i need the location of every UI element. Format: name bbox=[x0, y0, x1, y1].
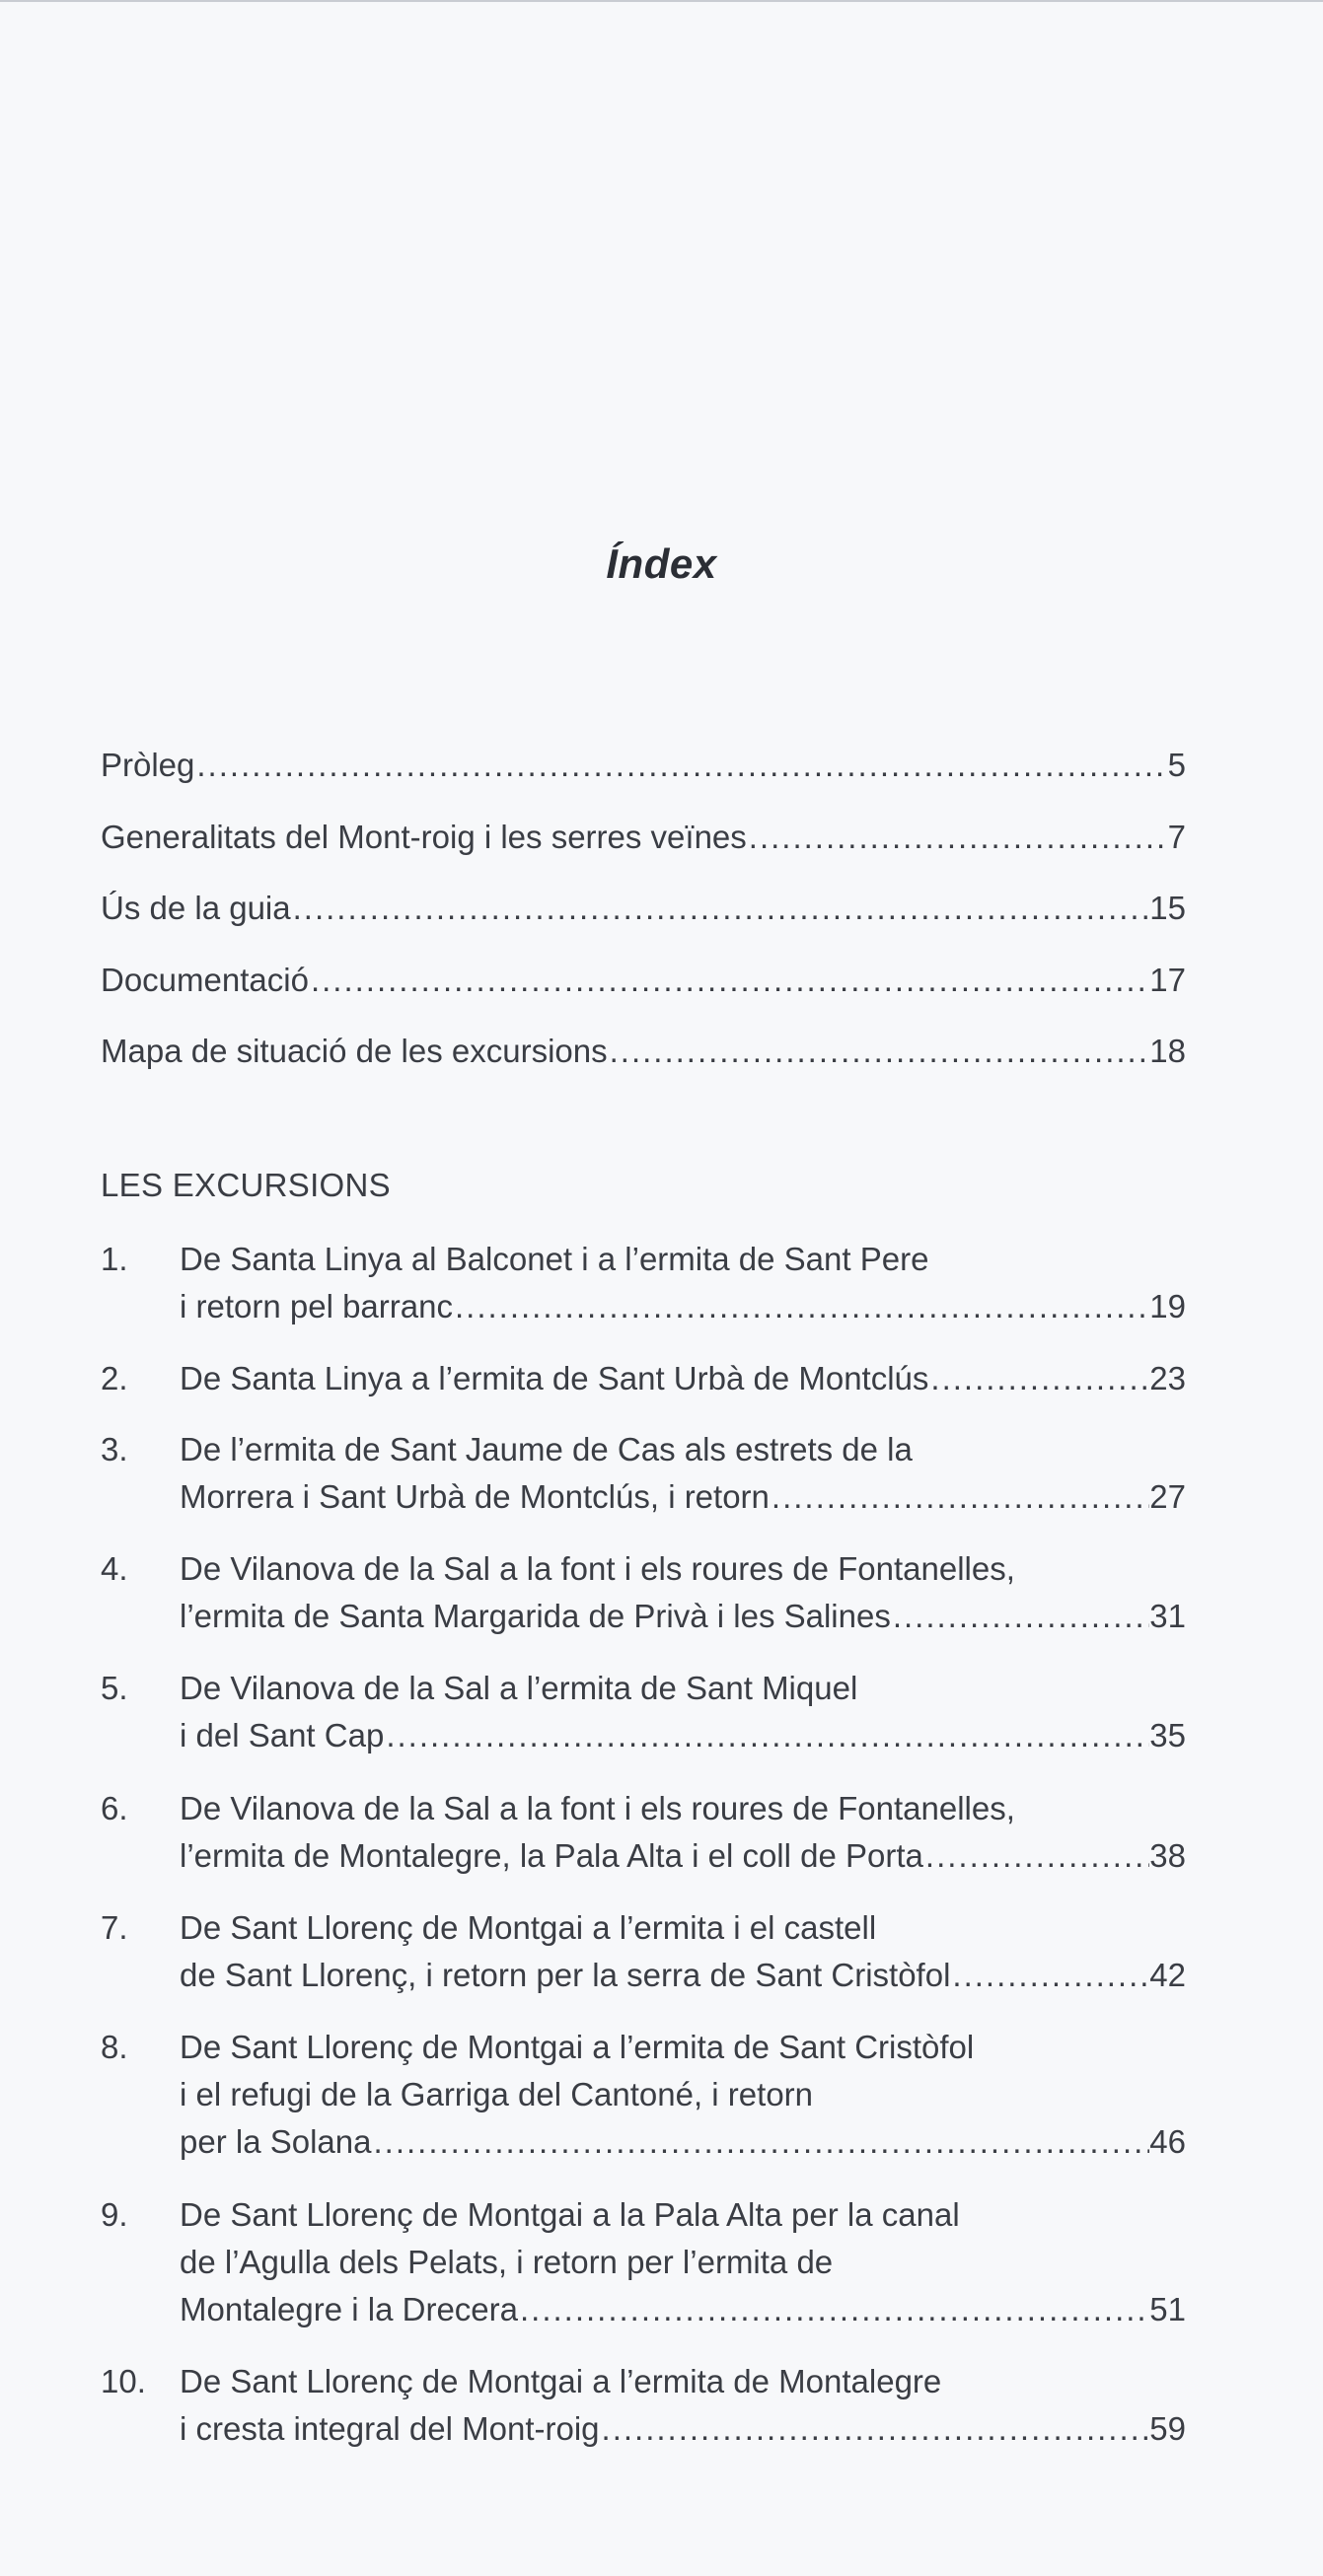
excursion-title-line: i del Sant Cap bbox=[180, 1717, 385, 1753]
excursion-title-line: De l’ermita de Sant Jaume de Cas als estrets de la bbox=[180, 1431, 913, 1467]
excursion-title-line: Montalegre i la Drecera bbox=[180, 2291, 518, 2327]
excursion-title-line: De Santa Linya al Balconet i a l’ermita de Sant Pere bbox=[180, 1241, 929, 1277]
excursion-title-line: De Sant Llorenç de Montgai a l’ermita i el castell bbox=[180, 1909, 877, 1946]
toc-entry-page: 18 bbox=[1149, 1033, 1186, 1069]
excursion-number: 3. bbox=[101, 1431, 128, 1467]
toc-entry-label: Pròleg bbox=[101, 747, 195, 783]
toc-entry-mapa[interactable] bbox=[101, 1028, 1186, 1075]
excursion-number: 6. bbox=[101, 1790, 128, 1826]
excursion-title-line: l’ermita de Montalegre, la Pala Alta i el coll de Porta bbox=[180, 1837, 923, 1874]
dot-leader bbox=[386, 1712, 1149, 1759]
dot-leader bbox=[455, 1283, 1149, 1330]
excursion-page: 46 bbox=[1149, 2123, 1186, 2160]
excursion-page: 59 bbox=[1149, 2410, 1186, 2447]
dot-leader bbox=[610, 1028, 1150, 1075]
excursion-page: 35 bbox=[1149, 1717, 1186, 1753]
excursion-number: 8. bbox=[101, 2029, 128, 2065]
dot-leader bbox=[311, 957, 1149, 1004]
excursion-title-line: De Sant Llorenç de Montgai a l’ermita de Montalegre bbox=[180, 2363, 942, 2399]
excursion-number: 10. bbox=[101, 2363, 146, 2399]
excursion-title-line: De Sant Llorenç de Montgai a l’ermita de Sant Cristòfol bbox=[180, 2029, 975, 2065]
toc-entry-label: Generalitats del Mont-roig i les serres veïnes bbox=[101, 819, 747, 855]
dot-leader bbox=[373, 2118, 1149, 2166]
excursion-title-line: Morrera i Sant Urbà de Montclús, i retorn bbox=[180, 1478, 770, 1515]
excursion-number: 2. bbox=[101, 1360, 128, 1396]
top-rule bbox=[0, 0, 1323, 2]
dot-leader bbox=[930, 1355, 1149, 1402]
page-title: Índex bbox=[606, 540, 717, 587]
excursion-page: 27 bbox=[1149, 1478, 1186, 1515]
excursion-page: 38 bbox=[1149, 1837, 1186, 1874]
excursion-page: 31 bbox=[1149, 1598, 1186, 1634]
toc-entry-label: Mapa de situació de les excursions bbox=[101, 1033, 608, 1069]
toc-entry-page: 7 bbox=[1167, 819, 1186, 855]
excursion-title-line: i cresta integral del Mont-roig bbox=[180, 2410, 600, 2447]
toc-entry-page: 5 bbox=[1167, 747, 1186, 783]
excursion-title-line: de Sant Llorenç, i retorn per la serra de Sant Cristòfol bbox=[180, 1957, 951, 1993]
dot-leader bbox=[925, 1832, 1149, 1880]
excursion-title-line: i retorn pel barranc bbox=[180, 1288, 453, 1324]
excursion-title-line: De Sant Llorenç de Montgai a la Pala Alta per la canal bbox=[180, 2196, 960, 2233]
dot-leader bbox=[520, 2286, 1149, 2333]
excursion-title-line: De Vilanova de la Sal a la font i els roures de Fontanelles, bbox=[180, 1790, 1015, 1826]
dot-leader bbox=[893, 1593, 1149, 1640]
excursion-number: 5. bbox=[101, 1670, 128, 1706]
excursion-page: 19 bbox=[1149, 1288, 1186, 1324]
toc-entry-page: 15 bbox=[1149, 890, 1186, 926]
excursion-title-line: De Vilanova de la Sal a la font i els roures de Fontanelles, bbox=[180, 1550, 1015, 1587]
excursion-page: 42 bbox=[1149, 1957, 1186, 1993]
dot-leader bbox=[196, 742, 1167, 789]
dot-leader bbox=[293, 885, 1150, 932]
excursion-page: 23 bbox=[1149, 1360, 1186, 1396]
toc-entry-label: Ús de la guia bbox=[101, 890, 291, 926]
toc-entry-documentacio[interactable] bbox=[101, 957, 1186, 1004]
toc-entry-page: 17 bbox=[1149, 962, 1186, 998]
toc-entry-generalitats[interactable] bbox=[101, 814, 1186, 861]
excursion-page: 51 bbox=[1149, 2291, 1186, 2327]
dot-leader bbox=[772, 1473, 1149, 1521]
excursion-title-line: de l’Agulla dels Pelats, i retorn per l’ermita de bbox=[180, 2244, 834, 2280]
excursion-number: 1. bbox=[101, 1241, 128, 1277]
excursion-title-line: De Vilanova de la Sal a l’ermita de Sant Miquel bbox=[180, 1670, 858, 1706]
section-heading: LES EXCURSIONS bbox=[101, 1167, 391, 1203]
toc-entry-us-guia[interactable] bbox=[101, 885, 1186, 932]
toc-entry-proleg[interactable] bbox=[101, 742, 1186, 789]
excursion-title-line: per la Solana bbox=[180, 2123, 372, 2160]
excursion-title-line: i el refugi de la Garriga del Cantoné, i retorn bbox=[180, 2076, 814, 2112]
excursion-number: 9. bbox=[101, 2196, 128, 2233]
excursion-number: 4. bbox=[101, 1550, 128, 1587]
dot-leader bbox=[602, 2405, 1150, 2453]
excursion-number: 7. bbox=[101, 1909, 128, 1946]
excursion-title-line: De Santa Linya a l’ermita de Sant Urbà de Montclús bbox=[180, 1360, 929, 1396]
dot-leader bbox=[749, 814, 1168, 861]
dot-leader bbox=[952, 1952, 1149, 1999]
excursion-title-line: l’ermita de Santa Margarida de Privà i les Salines bbox=[180, 1598, 891, 1634]
toc-entry-label: Documentació bbox=[101, 962, 309, 998]
